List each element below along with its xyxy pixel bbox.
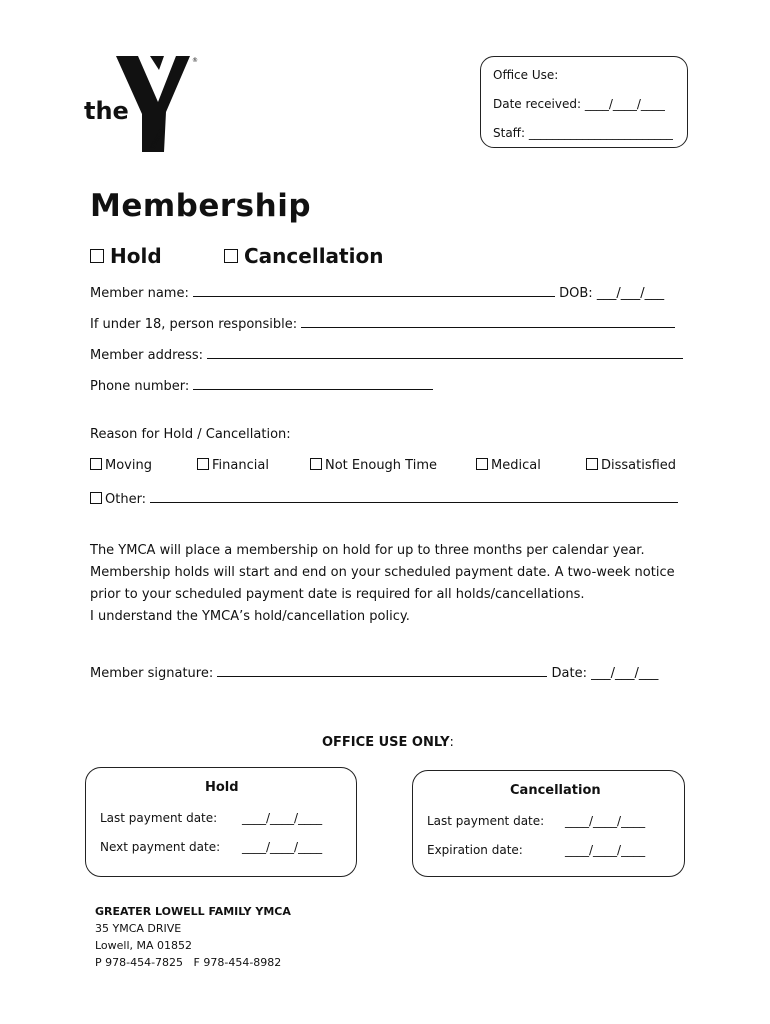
- ymca-street: 35 YMCA DRIVE: [95, 922, 182, 935]
- logo-registered: ®: [192, 57, 198, 64]
- ymca-phone: P 978-454-7825 F 978-454-8982: [95, 956, 282, 969]
- reason-not-enough-time[interactable]: [310, 458, 437, 473]
- address-row: [90, 347, 683, 363]
- reason-label: Reason for Hold / Cancellation:: [90, 427, 291, 442]
- cancellation-option[interactable]: [224, 244, 383, 268]
- hold-last-payment-label: Last payment date:: [100, 811, 218, 825]
- hold-panel: [85, 767, 357, 877]
- other-field[interactable]: [150, 491, 678, 503]
- other-label: Other:: [105, 492, 147, 507]
- hold-next-payment-label: Next payment date:: [100, 840, 221, 854]
- office-use-box: [480, 56, 688, 148]
- office-use-only-heading: [322, 735, 454, 750]
- hold-last-payment-field[interactable]: ____/____/____: [242, 811, 323, 825]
- hold-panel-title: Hold: [205, 780, 239, 795]
- policy-line: The YMCA will place a membership on hold for up to three months per calendar year.: [90, 543, 645, 558]
- other-row: [90, 491, 678, 507]
- reason-medical[interactable]: [476, 458, 541, 473]
- other-checkbox[interactable]: [90, 492, 102, 504]
- signature-date-label: Date:: [551, 666, 587, 681]
- cancellation-label: Cancellation: [244, 244, 384, 268]
- signature-label: Member signature:: [90, 666, 214, 681]
- expiration-date-field[interactable]: ____/____/____: [565, 843, 646, 857]
- ymca-y-mark-icon: [80, 52, 205, 160]
- office-use-only-title: OFFICE USE ONLY: [322, 735, 450, 750]
- form-title: Membership: [90, 188, 312, 224]
- reason-financial-label: Financial: [212, 458, 269, 473]
- moving-checkbox[interactable]: [90, 458, 102, 470]
- financial-checkbox[interactable]: [197, 458, 209, 470]
- staff-label: Staff:: [493, 126, 525, 140]
- reason-financial[interactable]: [197, 458, 269, 473]
- reason-dissatisfied-label: Dissatisfied: [601, 458, 677, 473]
- hold-option[interactable]: [90, 244, 162, 268]
- cancellation-panel: [412, 770, 685, 877]
- responsible-row: [90, 316, 675, 332]
- ymca-logo: [80, 52, 205, 160]
- reason-medical-label: Medical: [491, 458, 541, 473]
- staff-blank[interactable]: ________________________: [528, 126, 673, 140]
- ymca-address: [95, 903, 291, 971]
- hold-label: Hold: [110, 244, 162, 268]
- policy-line: Membership holds will start and end on your scheduled payment date. A two-week notice: [90, 565, 675, 580]
- date-received-label: Date received:: [493, 97, 582, 111]
- address-field[interactable]: [207, 347, 683, 359]
- office-use-only-colon: :: [449, 735, 454, 750]
- phone-label: Phone number:: [90, 379, 190, 394]
- reason-moving[interactable]: [90, 458, 152, 473]
- date-received-line: [493, 97, 665, 111]
- member-name-row: [90, 285, 664, 301]
- responsible-field[interactable]: [301, 316, 675, 328]
- member-name-field[interactable]: [193, 285, 555, 297]
- signature-row: [90, 665, 658, 681]
- expiration-date-label: Expiration date:: [427, 843, 523, 857]
- member-name-label: Member name:: [90, 286, 189, 301]
- signature-field[interactable]: [217, 665, 547, 677]
- cancellation-checkbox[interactable]: [224, 249, 238, 263]
- address-label: Member address:: [90, 348, 204, 363]
- dob-field[interactable]: ___/___/___: [596, 286, 665, 301]
- reason-not-enough-time-label: Not Enough Time: [325, 458, 437, 473]
- policy-paragraph: [90, 540, 690, 628]
- hold-checkbox[interactable]: [90, 249, 104, 263]
- policy-line: I understand the YMCA’s hold/cancellation policy.: [90, 609, 410, 624]
- responsible-label: If under 18, person responsible:: [90, 317, 298, 332]
- dob-label: DOB:: [559, 286, 593, 301]
- cancel-last-payment-label: Last payment date:: [427, 814, 545, 828]
- not-enough-time-checkbox[interactable]: [310, 458, 322, 470]
- phone-field[interactable]: [193, 378, 433, 390]
- phone-row: [90, 378, 433, 394]
- ymca-city: Lowell, MA 01852: [95, 939, 193, 952]
- hold-next-payment-field[interactable]: ____/____/____: [242, 840, 323, 854]
- date-received-blank[interactable]: ____/____/____: [584, 97, 665, 111]
- dissatisfied-checkbox[interactable]: [586, 458, 598, 470]
- ymca-name: GREATER LOWELL FAMILY YMCA: [95, 905, 291, 918]
- staff-line: [493, 126, 673, 140]
- office-use-title: Office Use:: [493, 68, 559, 82]
- reason-dissatisfied[interactable]: [586, 458, 676, 473]
- medical-checkbox[interactable]: [476, 458, 488, 470]
- cancel-last-payment-field[interactable]: ____/____/____: [565, 814, 646, 828]
- signature-date-field[interactable]: ___/___/___: [591, 666, 659, 681]
- reason-moving-label: Moving: [105, 458, 152, 473]
- policy-line: prior to your scheduled payment date is required for all holds/cancellations.: [90, 587, 585, 602]
- logo-word: the: [84, 97, 129, 125]
- logo-brand: YMCA: [148, 127, 167, 151]
- cancellation-panel-title: Cancellation: [510, 783, 601, 798]
